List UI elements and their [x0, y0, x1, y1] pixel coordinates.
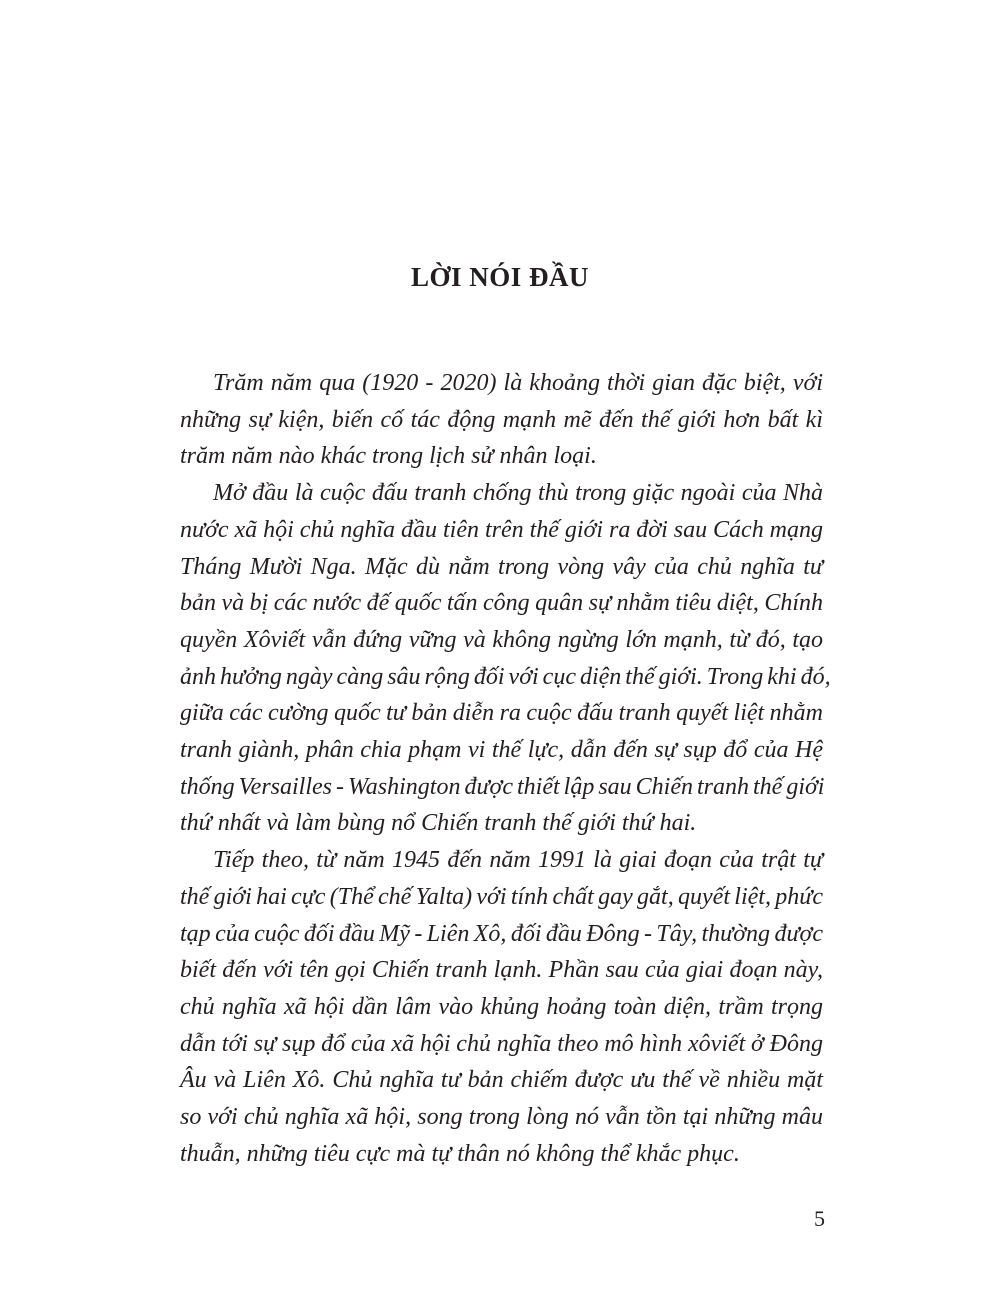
text-line: [180, 475, 823, 512]
text-line: [180, 659, 831, 696]
text-line-content: thứ nhất và làm bùng nổ Chiến tranh thế giới thứ hai.: [180, 810, 697, 837]
text-line: [180, 585, 823, 622]
text-line: [180, 989, 823, 1026]
paragraph: [180, 365, 823, 475]
text-line: [180, 438, 823, 475]
body-text: [180, 365, 831, 1172]
text-line: [180, 402, 823, 439]
text-line-content: quyền Xôviết vẫn đứng vững và không ngừng lớn mạnh, từ đó, tạo: [180, 626, 823, 653]
text-line-content: Trăm năm qua (1920 - 2020) là khoảng thời gian đặc biệt, với: [213, 370, 823, 396]
text-line: [180, 1062, 823, 1099]
page-title: LỜI NÓI ĐẦU: [410, 262, 590, 292]
text-line-content: Tiếp theo, từ năm 1945 đến năm 1991 là giai đoạn của trật tự: [213, 847, 823, 874]
text-line: [180, 622, 823, 659]
text-line-content: thế giới hai cực (Thể chế Yalta) với tính chất gay gắt, quyết liệt, phức: [180, 883, 823, 910]
text-line-content: những sự kiện, biến cố tác động mạnh mẽ đến thế giới hơn bất kì: [180, 406, 823, 433]
text-line: [180, 732, 823, 769]
text-line-content: nước xã hội chủ nghĩa đầu tiên trên thế giới ra đời sau Cách mạng: [180, 516, 823, 543]
text-line-content: trăm năm nào khác trong lịch sử nhân loại.: [180, 443, 597, 470]
text-line-content: bản và bị các nước đế quốc tấn công quân sự nhằm tiêu diệt, Chính: [180, 590, 823, 617]
text-line-content: chủ nghĩa xã hội dần lâm vào khủng hoảng toàn diện, trầm trọng: [180, 993, 823, 1020]
text-line: [180, 549, 823, 586]
text-line-content: tranh giành, phân chia phạm vi thế lực, dẫn đến sự sụp đổ của Hệ: [180, 737, 823, 764]
text-line-content: dẫn tới sự sụp đổ của xã hội chủ nghĩa theo mô hình xôviết ở Đông: [180, 1030, 823, 1057]
text-line-content: thuẫn, những tiêu cực mà tự thân nó không thể khắc phục.: [180, 1140, 740, 1167]
text-line: [180, 952, 823, 989]
text-line: [180, 769, 823, 806]
text-line: [180, 879, 823, 916]
text-line-content: giữa các cường quốc tư bản diễn ra cuộc đấu tranh quyết liệt nhằm: [180, 700, 823, 727]
text-line-content: Mở đầu là cuộc đấu tranh chống thù trong giặc ngoài của Nhà: [213, 480, 823, 507]
text-line-content: Âu và Liên Xô. Chủ nghĩa tư bản chiếm được ưu thế về nhiều mặt: [180, 1067, 823, 1094]
text-line-content: biết đến với tên gọi Chiến tranh lạnh. Phần sau của giai đoạn này,: [180, 957, 823, 984]
text-line: [180, 916, 823, 953]
text-line: [180, 1099, 823, 1136]
text-line-content: thống Versailles - Washington được thiết lập sau Chiến tranh thế giới: [180, 773, 825, 800]
text-line-content: ảnh hưởng ngày càng sâu rộng đối với cục diện thế giới. Trong khi đó,: [180, 663, 831, 690]
paragraph: [180, 475, 831, 842]
text-line-content: Tháng Mười Nga. Mặc dù nằm trong vòng vây của chủ nghĩa tư: [180, 553, 823, 580]
text-line: [180, 1026, 823, 1063]
text-line: [180, 695, 823, 732]
text-line-content: so với chủ nghĩa xã hội, song trong lòng nó vẫn tồn tại những mâu: [180, 1104, 823, 1131]
text-line-content: tạp của cuộc đối đầu Mỹ - Liên Xô, đối đầu Đông - Tây, thường được: [180, 920, 823, 947]
paragraph: [180, 842, 823, 1172]
text-line: [180, 512, 823, 549]
page-number: 5: [814, 1206, 825, 1231]
text-line: [180, 842, 823, 879]
text-line: [180, 805, 823, 842]
text-line: [180, 1136, 823, 1173]
text-line: [180, 365, 823, 402]
